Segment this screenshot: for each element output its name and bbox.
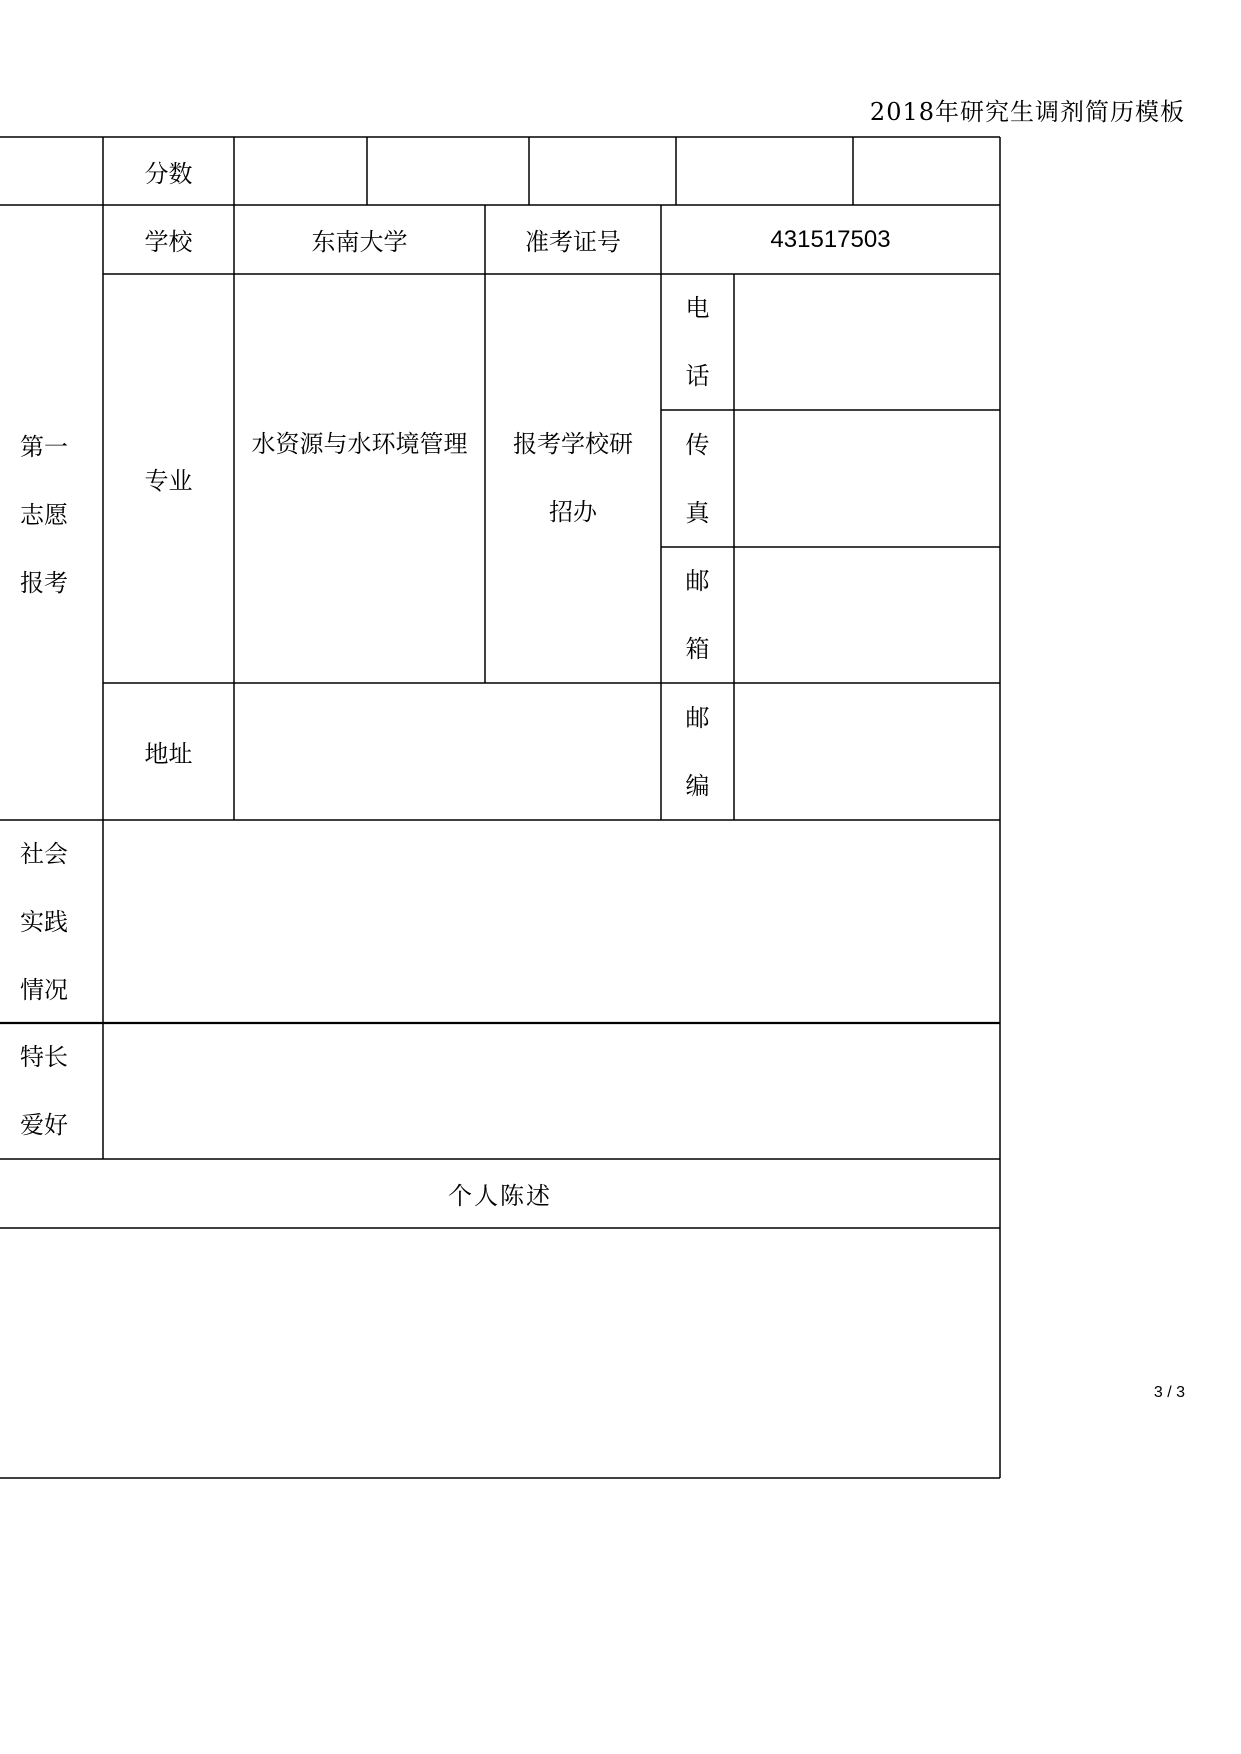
major-value[interactable]: 水资源与水环境管理	[251, 430, 468, 458]
email-label: 邮 箱	[685, 567, 710, 663]
document-header-title: 2018年研究生调剂简历模板	[869, 98, 1185, 126]
contact-org-label: 报考学校研招办	[513, 430, 633, 526]
score-label: 分数	[144, 159, 193, 188]
fax-field[interactable]	[734, 410, 1000, 547]
phone-field[interactable]	[734, 274, 1000, 410]
score-field-1[interactable]	[234, 137, 367, 205]
score-field-3[interactable]	[529, 137, 676, 205]
phone-label: 电 话	[685, 294, 710, 390]
score-field-2[interactable]	[367, 137, 529, 205]
page-number: 3 / 3	[1153, 1384, 1185, 1401]
postcode-field[interactable]	[734, 683, 1000, 820]
address-label: 地址	[144, 740, 193, 768]
address-field[interactable]	[234, 683, 661, 820]
hobbies-label: 特长 爱好	[20, 1043, 68, 1139]
fax-label: 传 真	[685, 430, 710, 527]
school-value[interactable]: 东南大学	[311, 228, 408, 256]
exam-id-value[interactable]: 431517503	[770, 225, 891, 253]
first-choice-label: 第一 志愿 报考	[20, 433, 68, 597]
email-field[interactable]	[734, 547, 1000, 683]
score-field-5[interactable]	[853, 137, 1000, 205]
personal-statement-field[interactable]	[0, 1228, 1000, 1478]
social-practice-label: 社会 实践 情况	[20, 839, 68, 1004]
personal-statement-label: 个人陈述	[448, 1182, 552, 1210]
hobbies-field[interactable]	[103, 1023, 1000, 1159]
exam-id-label: 准考证号	[525, 228, 621, 256]
postcode-label: 邮 编	[685, 703, 710, 800]
major-label: 专业	[144, 467, 193, 495]
score-field-4[interactable]	[676, 137, 853, 205]
social-practice-field[interactable]	[103, 820, 1000, 1023]
school-label: 学校	[144, 228, 193, 256]
